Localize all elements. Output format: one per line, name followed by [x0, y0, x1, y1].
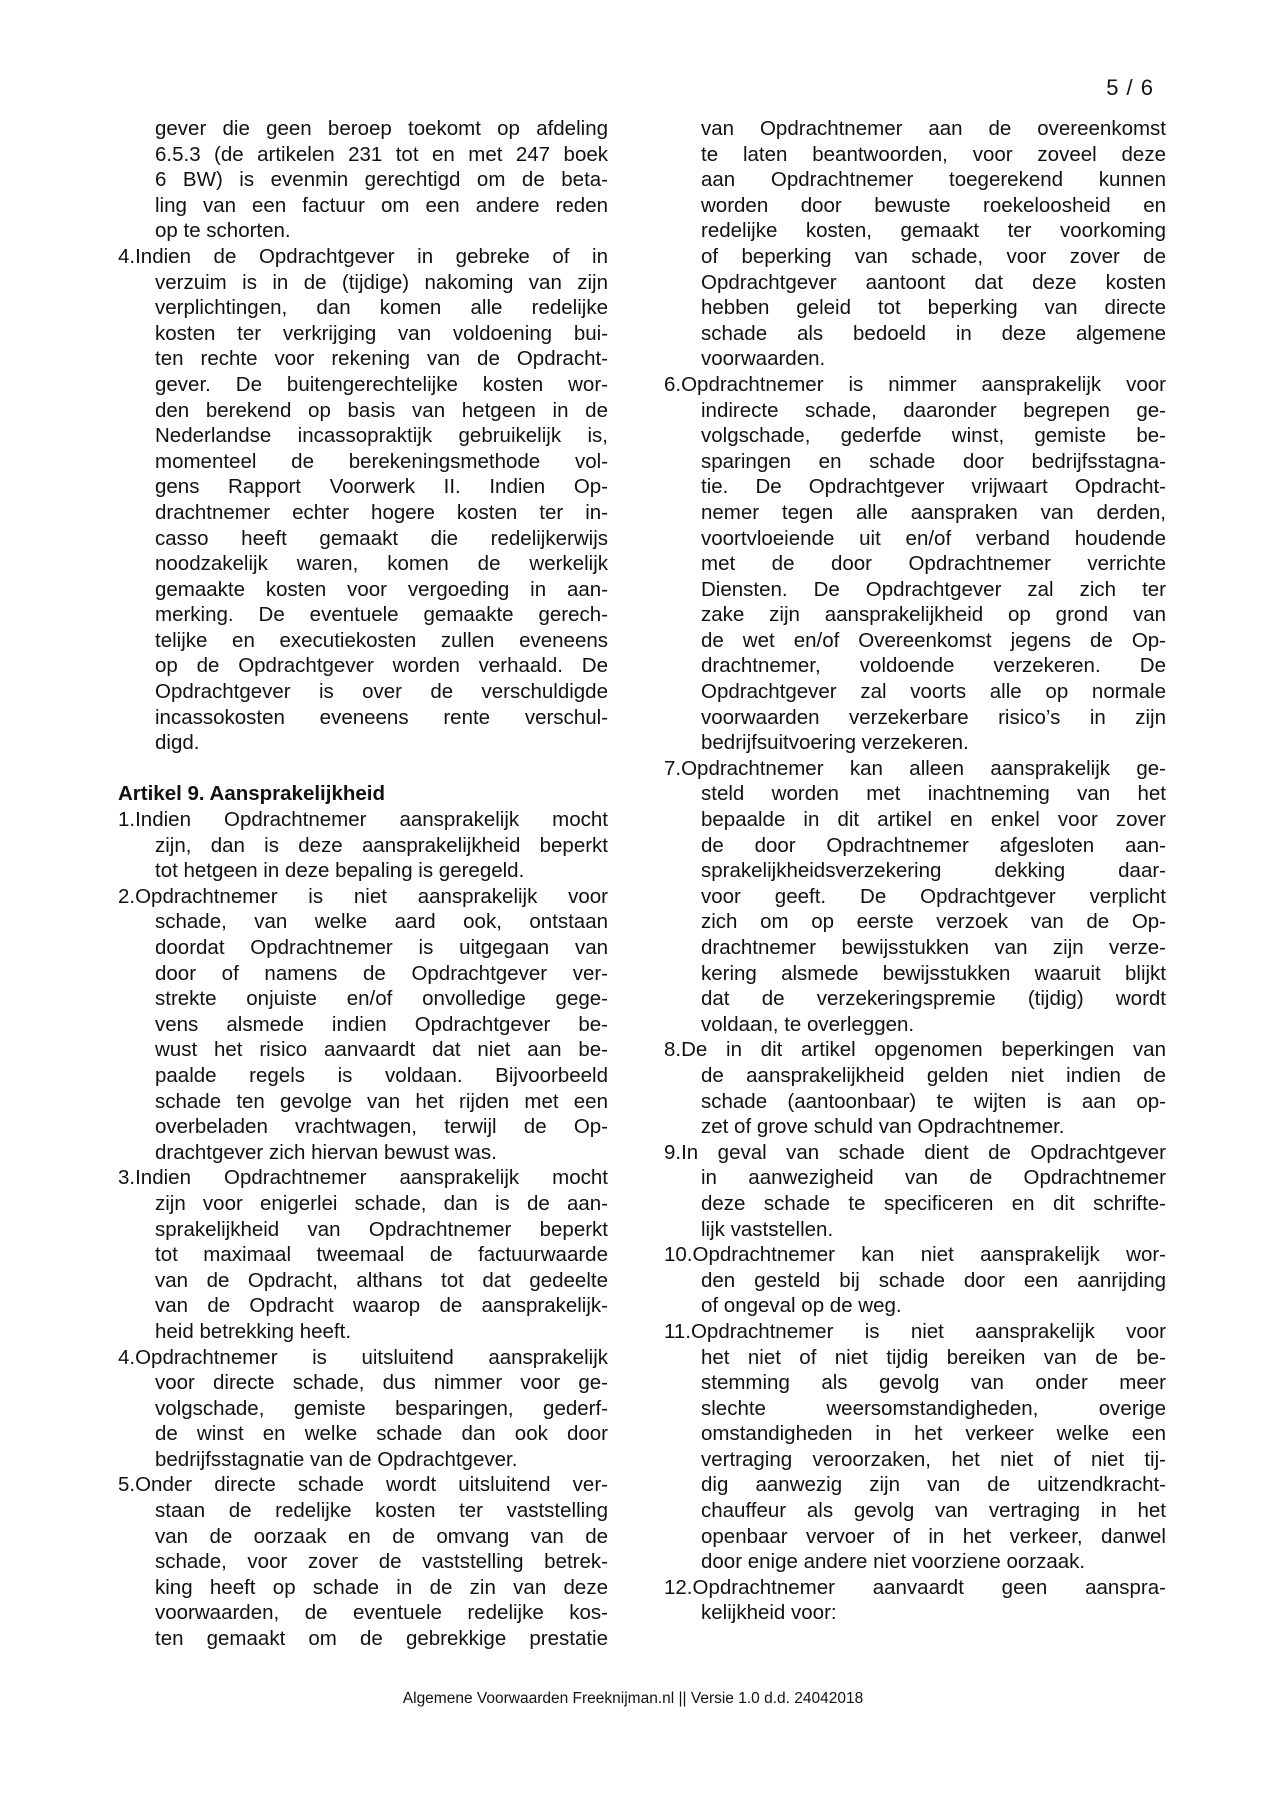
line-text: kering alsmede bewijsstukken waaruit blijkt — [701, 961, 1166, 985]
line-text: paalde regels is voldaan. Bijvoorbeeld — [155, 1063, 608, 1087]
text-line — [118, 1063, 608, 1089]
text-line — [664, 551, 1166, 577]
text-line — [118, 705, 608, 731]
text-line — [118, 526, 608, 552]
item-number: 7. — [664, 756, 682, 780]
line-text: Opdrachtgever zal voorts alle op normale — [701, 680, 1166, 704]
line-text: voor directe schade, dus nimmer voor ge- — [155, 1371, 608, 1395]
line-text: noodzakelijk waren, komen de werkelijk — [155, 552, 608, 576]
line-text: tie. De Opdrachtgever vrijwaart Opdracht- — [701, 475, 1166, 499]
list-item — [118, 807, 608, 884]
text-line — [118, 986, 608, 1012]
line-text: op te schorten. — [155, 219, 291, 243]
text-line — [664, 1447, 1166, 1473]
line-text: aan Opdrachtnemer toegerekend kunnen — [701, 168, 1166, 192]
line-text: wust het risico aanvaardt dat niet aan be- — [155, 1038, 608, 1062]
text-line — [664, 346, 1166, 372]
list-item — [664, 1140, 1166, 1242]
text-line — [664, 577, 1166, 603]
text-line — [664, 986, 1166, 1012]
line-text: voorwaarden, de eventuele redelijke kos- — [155, 1601, 608, 1625]
line-text: schade, van welke aard ook, ontstaan — [155, 910, 608, 934]
text-line — [664, 1421, 1166, 1447]
item-first-line — [664, 1037, 1166, 1063]
line-text: drachtnemer, voldoende verzekeren. De — [701, 654, 1166, 678]
line-text: de aansprakelijkheid gelden niet indien de — [701, 1063, 1166, 1087]
text-line — [664, 1472, 1166, 1498]
text-line — [664, 602, 1166, 628]
text-line — [118, 398, 608, 424]
text-line — [118, 142, 608, 168]
text-line — [118, 1549, 608, 1575]
line-text: bedrijfsuitvoering verzekeren. — [701, 731, 969, 755]
text-line — [118, 167, 608, 193]
line-text: Opdrachtgever is over de verschuldigde — [155, 680, 608, 704]
text-line — [664, 1293, 1166, 1319]
line-text: de door Opdrachtnemer afgesloten aan- — [701, 833, 1166, 857]
line-text: den gesteld bij schade door een aanrijding — [701, 1268, 1166, 1292]
text-line — [118, 295, 608, 321]
line-text: kelijkheid voor: — [701, 1601, 837, 1625]
line-text: deze schade te specificeren en dit schrifte- — [701, 1191, 1166, 1215]
line-text: ten gemaakt om de gebrekkige prestatie — [155, 1627, 608, 1651]
line-text: voorwaarden verzekerbare risico’s in zijn — [701, 705, 1166, 729]
text-line — [664, 1524, 1166, 1550]
item-first-line — [118, 1345, 608, 1371]
item-first-line — [118, 884, 608, 910]
line-text: dat de verzekeringspremie (tijdig) wordt — [701, 987, 1166, 1011]
line-text: omstandigheden in het verkeer welke een — [701, 1422, 1166, 1446]
line-text: van de Opdracht, althans tot dat gedeelte — [155, 1268, 608, 1292]
line-text: de wet en/of Overeenkomst jegens de Op- — [701, 628, 1166, 652]
line-text: strekte onjuiste en/of onvolledige gege- — [155, 987, 608, 1011]
line-text: 8.De in dit artikel opgenomen beperkingen van — [664, 1038, 1166, 1062]
text-line — [118, 577, 608, 603]
line-text: voortvloeiende uit en/of verband houdende — [701, 526, 1166, 550]
line-text: den berekend op basis van hetgeen in de — [155, 398, 608, 422]
text-line — [664, 730, 1166, 756]
text-line — [664, 935, 1166, 961]
article-9-list — [118, 807, 608, 1652]
line-text: Opdrachtgever aantoont dat deze kosten — [701, 270, 1166, 294]
line-text: schade (aantoonbaar) te wijten is aan op- — [701, 1089, 1166, 1113]
line-text: zake zijn aansprakelijkheid op grond van — [701, 603, 1166, 627]
list-item — [664, 1037, 1166, 1139]
text-line — [664, 628, 1166, 654]
line-text: sprakelijkheid van Opdrachtnemer beperkt — [155, 1217, 608, 1241]
item-number: 6. — [664, 372, 682, 396]
item-number: 5. — [118, 1473, 136, 1497]
text-line — [118, 1396, 608, 1422]
text-line — [118, 116, 608, 142]
item-number: 3. — [118, 1166, 136, 1190]
text-line — [664, 653, 1166, 679]
text-line — [118, 1319, 608, 1345]
text-line — [664, 1063, 1166, 1089]
text-line — [118, 1114, 608, 1140]
item-first-line — [664, 756, 1166, 782]
line-text: voor geeft. De Opdrachtgever verplicht — [701, 884, 1166, 908]
line-text: tot maximaal tweemaal de factuurwaarde — [155, 1243, 608, 1267]
line-text: het niet of niet tijdig bereiken van de be- — [701, 1345, 1166, 1369]
text-line — [664, 961, 1166, 987]
line-text: tot hetgeen in deze bepaling is geregeld. — [155, 859, 525, 883]
line-text: openbaar vervoer of in het verkeer, danwel — [701, 1524, 1166, 1548]
text-line — [118, 909, 608, 935]
line-text: schade, voor zover de vaststelling betrek- — [155, 1550, 608, 1574]
text-line — [118, 218, 608, 244]
text-line — [664, 807, 1166, 833]
text-line — [118, 1037, 608, 1063]
line-text: zijn voor enigerlei schade, dan is de aan- — [155, 1191, 608, 1215]
text-line — [664, 142, 1166, 168]
line-text: voorwaarden. — [701, 347, 826, 371]
text-line — [118, 1370, 608, 1396]
item-number: 4. — [118, 1345, 136, 1369]
line-text: 12.Opdrachtnemer aanvaardt geen aanspra- — [664, 1575, 1166, 1599]
line-text: 6.5.3 (de artikelen 231 tot en met 247 boek — [155, 142, 608, 166]
text-line — [118, 1626, 608, 1652]
text-line — [118, 372, 608, 398]
line-text: merking. De eventuele gemaakte gerech- — [155, 603, 608, 627]
line-text: zijn, dan is deze aansprakelijkheid beperkt — [155, 833, 608, 857]
article-9-heading: Artikel 9. Aansprakelijkheid — [118, 782, 385, 806]
line-text: 5.Onder directe schade wordt uitsluitend ver- — [118, 1473, 608, 1497]
text-line — [118, 449, 608, 475]
text-line — [664, 909, 1166, 935]
line-text: ling van een factuur om een andere reden — [155, 193, 608, 217]
text-line — [118, 1575, 608, 1601]
line-text: dig aanwezig zijn van de uitzendkracht- — [701, 1473, 1166, 1497]
line-text: door enige andere niet voorziene oorzaak. — [701, 1550, 1086, 1574]
item-first-line — [118, 1472, 608, 1498]
text-line — [118, 1242, 608, 1268]
line-text: van de Opdracht waarop de aansprakelijk- — [155, 1294, 608, 1318]
line-text: of beperking van schade, voor zover de — [701, 244, 1166, 268]
text-line — [118, 321, 608, 347]
line-text: volgschade, gederfde winst, gemiste be- — [701, 424, 1166, 448]
item-number: 2. — [118, 884, 136, 908]
text-line — [664, 423, 1166, 449]
text-line — [118, 858, 608, 884]
text-line — [664, 193, 1166, 219]
text-line — [118, 500, 608, 526]
text-line — [664, 500, 1166, 526]
text-line — [664, 1089, 1166, 1115]
item-number: 11. — [664, 1319, 691, 1343]
item-first-line — [664, 1319, 1166, 1345]
item-number: 12. — [664, 1575, 693, 1599]
text-line — [664, 705, 1166, 731]
text-line — [664, 398, 1166, 424]
text-line — [664, 679, 1166, 705]
line-text: chauffeur als gevolg van vertraging in het — [701, 1499, 1166, 1523]
text-line — [664, 449, 1166, 475]
line-text: steld worden met inachtneming van het — [701, 782, 1166, 806]
line-text: te laten beantwoorden, voor zoveel deze — [701, 142, 1166, 166]
text-line — [664, 116, 1166, 142]
text-line — [118, 1421, 608, 1447]
text-line — [664, 474, 1166, 500]
text-line — [664, 1268, 1166, 1294]
line-text: indirecte schade, daaronder begrepen ge- — [701, 398, 1166, 422]
line-text: kosten ter verkrijging van voldoening bui- — [155, 321, 608, 345]
list-item — [118, 884, 608, 1166]
text-line — [664, 244, 1166, 270]
line-text: schade als bedoeld in deze algemene — [701, 321, 1166, 345]
line-text: drachtnemer bewijsstukken van zijn verze- — [701, 936, 1166, 959]
item-number: 10. — [664, 1243, 693, 1267]
item-first-line — [664, 372, 1166, 398]
line-text: 2.Opdrachtnemer is niet aansprakelijk voor — [118, 884, 608, 908]
list-item-4 — [118, 244, 608, 756]
line-text: of ongeval op de weg. — [701, 1294, 902, 1318]
text-line — [118, 1191, 608, 1217]
line-text: 4.Indien de Opdrachtgever in gebreke of in — [118, 244, 608, 268]
line-text: 4.Opdrachtnemer is uitsluitend aansprakelijk — [118, 1345, 608, 1369]
line-text: gever. De buitengerechtelijke kosten wor- — [155, 372, 608, 396]
line-text: vertraging veroorzaken, het niet of niet tij- — [701, 1447, 1166, 1471]
text-line — [118, 833, 608, 859]
text-line — [118, 653, 608, 679]
line-text: drachtgever zich hiervan bewust was. — [155, 1140, 497, 1164]
text-line — [118, 1089, 608, 1115]
line-text: bepaalde in dit artikel en enkel voor zover — [701, 808, 1166, 832]
list-item — [664, 1319, 1166, 1575]
text-line — [664, 1370, 1166, 1396]
text-line — [664, 526, 1166, 552]
page-footer: Algemene Voorwaarden Freeknijman.nl || Versie 1.0 d.d. 24042018 — [402, 1690, 864, 1707]
line-text: sprakelijkheidsverzekering dekking daar- — [701, 859, 1166, 883]
line-text: gever die geen beroep toekomt op afdeling — [155, 117, 608, 140]
text-line — [664, 1345, 1166, 1371]
list-item — [664, 756, 1166, 1038]
text-line — [664, 781, 1166, 807]
line-text: drachtnemer echter hogere kosten ter in- — [155, 500, 608, 524]
text-line — [664, 167, 1166, 193]
line-text: in aanwezigheid van de Opdrachtnemer — [701, 1166, 1166, 1190]
text-line — [664, 858, 1166, 884]
text-line — [118, 628, 608, 654]
line-text: schade ten gevolge van het rijden met een — [155, 1089, 608, 1113]
line-text: voldaan, te overleggen. — [701, 1012, 915, 1036]
item-first-line — [664, 1140, 1166, 1166]
text-line — [664, 1396, 1166, 1422]
text-line — [118, 1498, 608, 1524]
text-line — [664, 1114, 1166, 1140]
line-text: Nederlandse incassopraktijk gebruikelijk is, — [155, 424, 608, 448]
line-text: slechte weersomstandigheden, overige — [701, 1396, 1166, 1420]
line-text: gens Rapport Voorwerk II. Indien Op- — [155, 475, 608, 499]
text-line — [664, 1549, 1166, 1575]
list-item — [664, 1575, 1166, 1626]
line-text: 7.Opdrachtnemer kan alleen aansprakelijk ge- — [664, 756, 1166, 780]
text-line — [664, 1600, 1166, 1626]
text-line — [664, 1012, 1166, 1038]
line-text: lijk vaststellen. — [701, 1217, 834, 1241]
line-text: op de Opdrachtgever worden verhaald. De — [155, 654, 608, 678]
text-line — [118, 1268, 608, 1294]
line-text: verplichtingen, dan komen alle redelijke — [155, 296, 608, 320]
text-line — [118, 1217, 608, 1243]
item-first-line — [664, 1242, 1166, 1268]
item-number: 4. — [118, 244, 136, 268]
text-line — [118, 602, 608, 628]
text-line — [118, 1524, 608, 1550]
text-line — [118, 1012, 608, 1038]
text-line — [118, 1293, 608, 1319]
item-first-line — [118, 807, 608, 833]
line-text: van de oorzaak en de omvang van de — [155, 1524, 608, 1548]
line-text: Diensten. De Opdrachtgever zal zich ter — [701, 577, 1166, 601]
text-line — [664, 270, 1166, 296]
line-text: overbeladen vrachtwagen, terwijl de Op- — [155, 1115, 608, 1139]
line-text: nemer tegen alle aanspraken van derden, — [701, 500, 1166, 524]
text-line — [664, 1498, 1166, 1524]
line-text: met de door Opdrachtnemer verrichte — [701, 552, 1166, 576]
line-text: van Opdrachtnemer aan de overeenkomst — [701, 117, 1166, 140]
text-line — [664, 833, 1166, 859]
text-line — [664, 884, 1166, 910]
line-text: digd. — [155, 731, 200, 755]
line-text: doordat Opdrachtnemer is uitgegaan van — [155, 936, 608, 959]
text-line — [664, 1191, 1166, 1217]
item-first-line — [664, 1575, 1166, 1601]
line-text: de winst en welke schade dan ook door — [155, 1422, 608, 1446]
line-text: hebben geleid tot beperking van directe — [701, 296, 1166, 320]
text-line — [118, 193, 608, 219]
article-9-list-continued — [664, 372, 1166, 1626]
list-item — [664, 372, 1166, 756]
list-item — [118, 1165, 608, 1344]
line-text: gemaakte kosten voor vergoeding in aan- — [155, 577, 608, 601]
line-text: redelijke kosten, gemaakt ter voorkoming — [701, 219, 1166, 243]
text-line — [118, 423, 608, 449]
text-line — [664, 295, 1166, 321]
line-text: 6 BW) is evenmin gerechtigd om de beta- — [155, 168, 608, 192]
line-text: heid betrekking heeft. — [155, 1319, 352, 1343]
line-text: casso heeft gemaakt die redelijkerwijs — [155, 526, 608, 550]
line-text: king heeft op schade in de zin van deze — [155, 1575, 608, 1599]
line-text: 3.Indien Opdrachtnemer aansprakelijk mocht — [118, 1166, 608, 1190]
item-number: 1. — [118, 808, 136, 832]
line-text: 9.In geval van schade dient de Opdrachtgever — [664, 1140, 1166, 1164]
right-column — [664, 116, 1166, 1626]
text-line — [664, 1165, 1166, 1191]
list-item — [118, 1345, 608, 1473]
list-item — [118, 1472, 608, 1651]
text-line — [118, 474, 608, 500]
continuation-paragraph — [664, 116, 1166, 372]
line-text: 1.Indien Opdrachtnemer aansprakelijk mocht — [118, 808, 608, 832]
text-line — [118, 270, 608, 296]
text-line — [118, 1600, 608, 1626]
text-line — [664, 1217, 1166, 1243]
text-line — [118, 1140, 608, 1166]
line-text: telijke en executiekosten zullen eveneens — [155, 628, 608, 652]
line-text: worden door bewuste roekeloosheid en — [701, 193, 1166, 217]
line-text: vens alsmede indien Opdrachtgever be- — [155, 1012, 608, 1036]
text-line — [118, 730, 608, 756]
line-text: staan de redelijke kosten ter vaststelling — [155, 1499, 608, 1523]
text-line — [118, 551, 608, 577]
text-line — [664, 218, 1166, 244]
text-line — [118, 679, 608, 705]
text-line — [664, 321, 1166, 347]
line-text: volgschade, gemiste besparingen, gederf- — [155, 1396, 608, 1420]
left-column — [118, 116, 608, 1652]
line-text: door of namens de Opdrachtgever ver- — [155, 961, 608, 985]
line-text: 11.Opdrachtnemer is niet aansprakelijk voor — [664, 1319, 1166, 1343]
item-first-line — [118, 244, 608, 270]
line-text: momenteel de berekeningsmethode vol- — [155, 449, 608, 473]
line-text: 10.Opdrachtnemer kan niet aansprakelijk wor- — [664, 1243, 1166, 1267]
text-line — [118, 346, 608, 372]
item-number: 9. — [664, 1140, 682, 1164]
line-text: zich om op eerste verzoek van de Op- — [701, 910, 1166, 934]
line-text: ten rechte voor rekening van de Opdracht- — [155, 347, 608, 371]
text-line — [118, 961, 608, 987]
line-text: bedrijfsstagnatie van de Opdrachtgever. — [155, 1447, 518, 1471]
line-text: stemming als gevolg van onder meer — [701, 1371, 1166, 1395]
item-number: 8. — [664, 1038, 682, 1062]
item-first-line — [118, 1165, 608, 1191]
continuation-paragraph — [118, 116, 608, 244]
line-text: zet of grove schuld van Opdrachtnemer. — [701, 1115, 1065, 1139]
list-item — [664, 1242, 1166, 1319]
line-text: 6.Opdrachtnemer is nimmer aansprakelijk voor — [664, 372, 1166, 396]
page-number: 5 / 6 — [1106, 75, 1154, 100]
text-line — [118, 935, 608, 961]
line-text: sparingen en schade door bedrijfsstagna- — [701, 449, 1166, 473]
line-text: verzuim is in de (tijdige) nakoming van zijn — [155, 270, 608, 294]
line-text: incassokosten eveneens rente verschul- — [155, 705, 608, 729]
text-line — [118, 1447, 608, 1473]
